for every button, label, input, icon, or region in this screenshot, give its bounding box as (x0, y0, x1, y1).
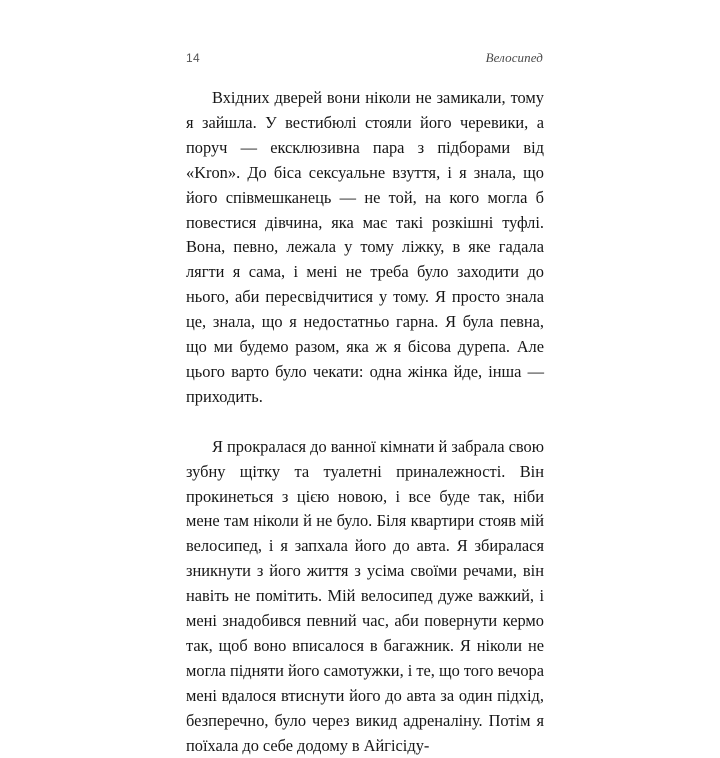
paragraph: Я прокралася до ванної кімнати й забрала свою зубну щітку та туалетні приналежності. Він прокинеться з цією новою, і все буде так, ніби мене там ніколи й не було. Біля квартири стояв мій велосипед, і я запхала його до авта. Я збиралася зникнути з його життя з усіма своїми речами, він навіть не помітить. Мій велосипед дуже важкий, і мені знадобився певний час, аби повернути кермо так, щоб воно вписалося в багажник. Я ніколи не могла підняти його самотужки, і те, що того вечора мені вдалося втиснути його до авта за один підхід, безперечно, було через викид адреналіну. Потім я поїхала до себе додому в Айгісіду- (186, 436, 544, 755)
running-head (186, 50, 543, 66)
body-text (186, 86, 544, 758)
chapter-title: Велосипед (485, 50, 543, 65)
paragraph: Вхідних дверей вони ніколи не замикали, тому я зайшла. У вестибюлі стояли його черевики, а поруч — ексклюзивна пара з підборами від «Kron». До біса сексуальне взуття, і я знала, що його співмешканець — не той, на кого могла б повестися дівчина, яка має такі розкішні туфлі. Вона, певно, лежала у тому ліжку, в яке гадала лягти я сама, і мені не треба було заходити до нього, аби пересвідчитися у тому. Я просто знала це, знала, що я недостатньо гарна. Я була певна, що ми будемо разом, яка ж я бісова дурепа. Але цього варто було чекати: одна жінка йде, інша — приходить. (186, 88, 544, 406)
page-number: 14 (186, 51, 200, 65)
